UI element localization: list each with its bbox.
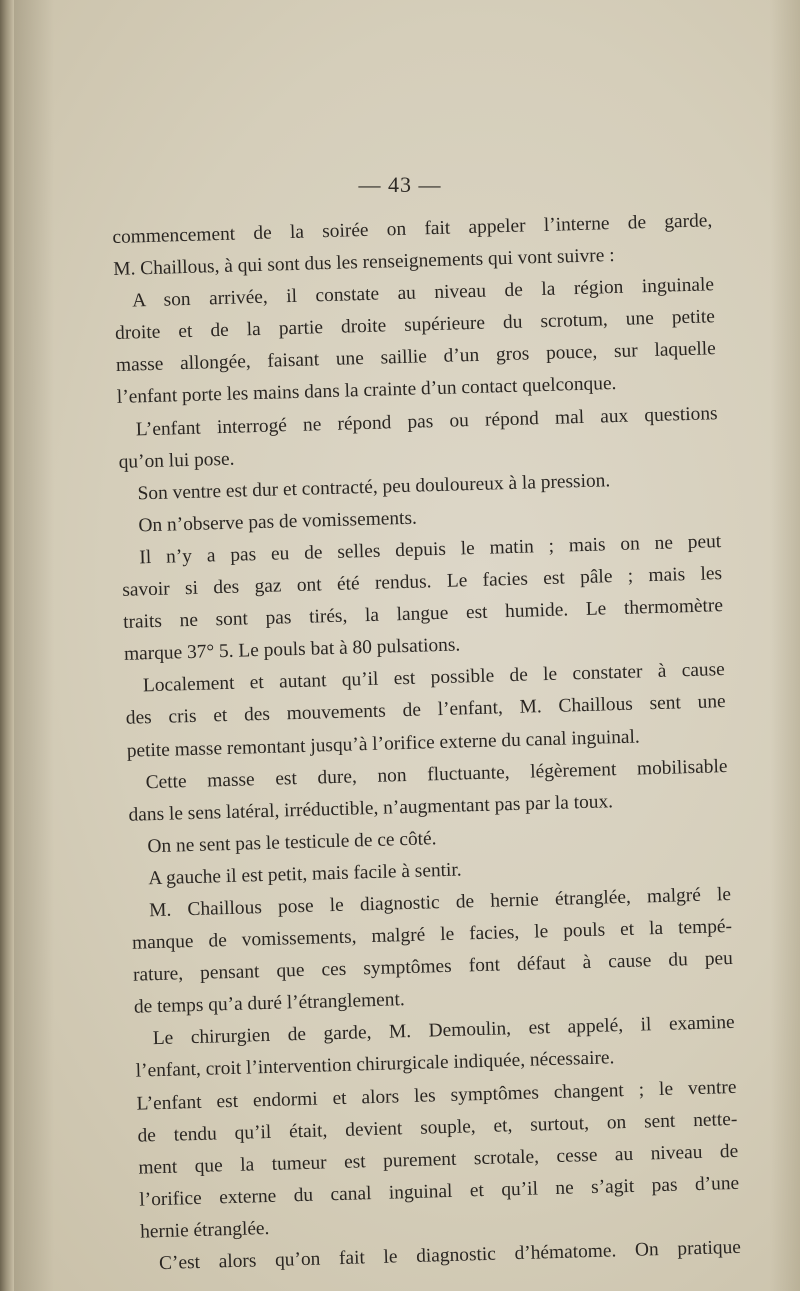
text-line: C’est alors qu’on fait le diagnostic d’hématome. On pratique (158, 1236, 742, 1275)
text-line: M. Chaillous pose le diagnostic de hernie étranglée, malgré le (148, 883, 732, 922)
text-line: hernie étranglée. (139, 1217, 270, 1243)
text-line: A gauche il est petit, mais facile à sentir. (148, 859, 462, 890)
text-line: l’enfant porte les mains dans la crainte d’un contact quelconque. (116, 373, 617, 409)
text-line: On ne sent pas le testicule de ce côté. (147, 827, 437, 858)
text-line: savoir si des gaz ont été rendus. Le facies est pâle ; mais les (121, 563, 723, 601)
text-line: L’enfant interrogé ne répond pas ou répond mal aux questions (135, 402, 718, 440)
text-line: manque de vomissements, malgré le facies, le pouls et la tempé- (131, 916, 733, 954)
text-line: A son arrivée, il constate au niveau de la région inguinale (131, 274, 715, 312)
text-line: L’enfant est endormi et alors les symptômes changent ; le ventre (136, 1076, 737, 1115)
text-line: M. Chaillous, à qui sont dus les renseignements qui vont suivre : (113, 245, 615, 281)
text-line: l’enfant, croit l’intervention chirurgicale indiquée, nécessaire. (135, 1047, 615, 1083)
text-line: droite et de la partie droite supérieure du scrotum, une petite (114, 306, 716, 345)
text-line: l’orifice externe du canal inguinal et qu’il ne s’agit pas d’une (139, 1172, 740, 1211)
text-line: dans le sens latéral, irréductible, n’augmentant pas par la toux. (128, 790, 614, 826)
text-line: de temps qu’a duré l’étranglement. (133, 989, 405, 1018)
text-line: Le chirurgien de garde, M. Demoulin, est appelé, il examine (152, 1012, 735, 1050)
text-line: des cris et des mouvements de l’enfant, M. Chaillous sent une (125, 691, 726, 730)
text-line: Localement et autant qu’il est possible de le constater à cause (142, 659, 726, 697)
text-line: rature, pensant que ces symptômes font défaut à cause du peu (132, 948, 734, 986)
text-line: Son ventre est dur et contracté, peu douloureux à la pression. (137, 469, 611, 505)
body-text (112, 205, 741, 1280)
text-line: commencement de la soirée on fait appeler l’interne de garde, (112, 210, 713, 248)
page-number: — 43 — (358, 172, 442, 197)
text-line: petite masse remontant jusqu’à l’orifice externe du canal inguinal. (126, 725, 640, 762)
text-line: On n’observe pas de vomissements. (138, 507, 418, 537)
text-line: ment que la tumeur est purement scrotale, cesse au niveau de (138, 1140, 739, 1179)
text-line: de tendu qu’il était, devient souple, et, surtout, on sent nette- (137, 1108, 738, 1147)
text-line: masse allongée, faisant une saillie d’un gros pouce, sur laquelle (115, 338, 717, 377)
text-line: Il n’y a pas eu de selles depuis le matin ; mais on ne peut (139, 531, 722, 569)
text-line: Cette masse est dure, non fluctuante, légèrement mobilisable (145, 755, 728, 793)
text-line: traits ne sont pas tirés, la langue est humide. Le thermomètre (122, 595, 724, 633)
text-line: qu’on lui pose. (118, 448, 235, 473)
text-line: marque 37° 5. Le pouls bat à 80 pulsations. (123, 634, 461, 666)
